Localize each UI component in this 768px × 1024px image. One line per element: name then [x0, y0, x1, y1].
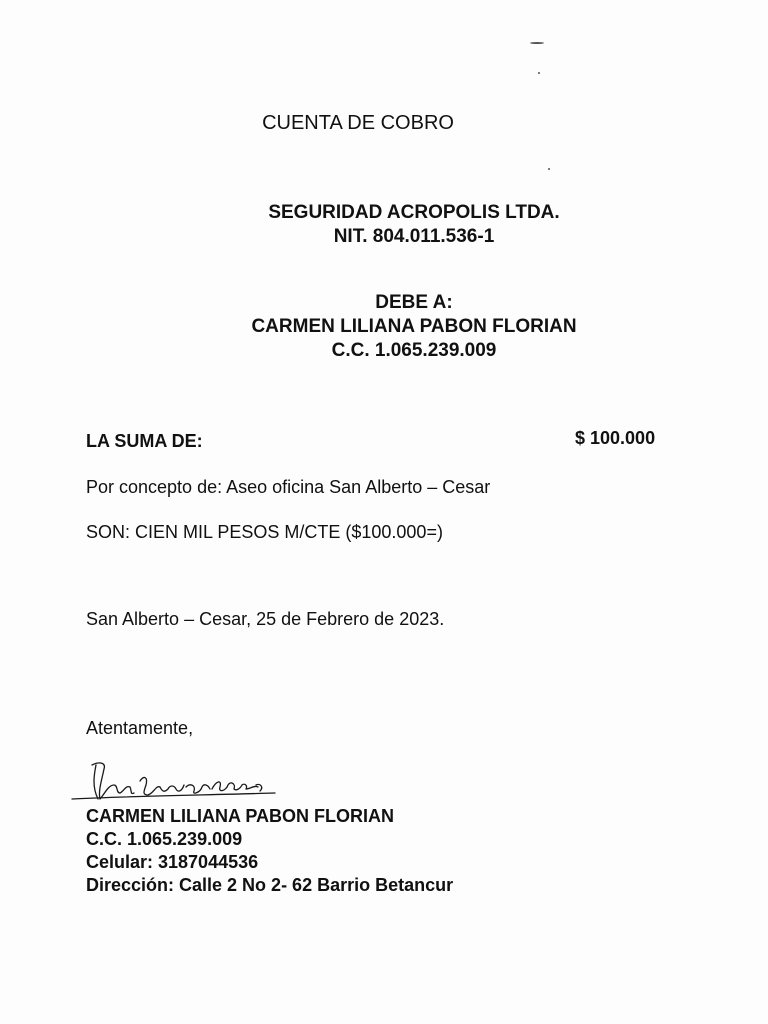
suma-label: LA SUMA DE: [86, 431, 203, 451]
creditor-name: CARMEN LILIANA PABON FLORIAN [251, 316, 577, 337]
signer-address: Dirección: Calle 2 No 2- 62 Barrio Betancur [86, 875, 454, 895]
handwritten-signature [70, 755, 280, 810]
debe-label: DEBE A: [375, 292, 453, 313]
company-nit: NIT. 804.011.536-1 [333, 226, 495, 247]
signer-phone: Celular: 3187044536 [86, 852, 259, 872]
creditor-cc: C.C. 1.065.239.009 [331, 340, 497, 361]
closing-text: Atentamente, [86, 718, 194, 738]
signer-cc: C.C. 1.065.239.009 [86, 829, 243, 849]
amount-value: $ 100.000 [575, 428, 656, 448]
amount-in-words: SON: CIEN MIL PESOS M/CTE ($100.000=) [86, 522, 443, 542]
company-name: SEGURIDAD ACROPOLIS LTDA. [268, 202, 560, 223]
scan-speck [538, 72, 540, 74]
signer-name: CARMEN LILIANA PABON FLORIAN [86, 806, 394, 826]
concepto-text: Por concepto de: Aseo oficina San Alberto – Cesar [86, 477, 491, 497]
place-date: San Alberto – Cesar, 25 de Febrero de 2023. [86, 609, 445, 629]
scan-speck [530, 42, 544, 44]
scan-speck [548, 168, 550, 170]
document-title: CUENTA DE COBRO [262, 112, 454, 134]
